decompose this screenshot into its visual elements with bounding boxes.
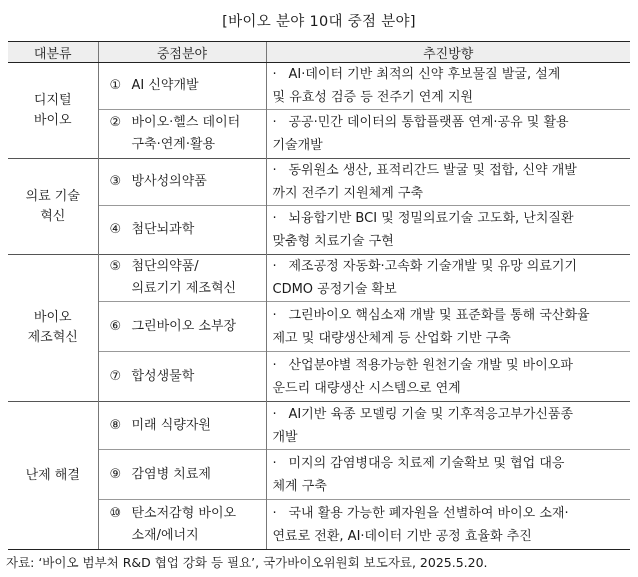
- focus-cell: [98, 159, 266, 206]
- direction-cell: [266, 63, 630, 110]
- focus-label: 미래 식량자원: [131, 417, 211, 433]
- category-line: 디지털: [33, 92, 72, 108]
- direction-line: 연료로 전환, AI·데이터 기반 공정 효율화 추진: [272, 528, 532, 544]
- category-cell: [8, 63, 98, 159]
- focus-cell: [98, 110, 266, 159]
- direction-line: 뇌융합기반 BCI 및 정밀의료기술 고도화, 난치질환: [288, 211, 574, 226]
- table-row: [8, 352, 630, 402]
- direction-line: 기술개발: [272, 138, 323, 153]
- focus-label: 그린바이오 소부장: [131, 318, 237, 334]
- focus-number: ⑤: [109, 259, 122, 274]
- bullet-mark: ·: [272, 505, 277, 521]
- direction-line: 개발: [272, 429, 298, 445]
- focus-cell: [98, 302, 266, 352]
- direction-cell: [266, 352, 630, 402]
- focus-number: ②: [109, 115, 122, 130]
- direction-line: 운드리 대량생산 시스템으로 연계: [272, 380, 461, 396]
- direction-line: 미지의 감염병대응 치료제 기술확보 및 협업 대응: [288, 455, 565, 471]
- category-line: 바이오: [33, 112, 72, 128]
- focus-label: 첨단의약품/: [131, 259, 199, 274]
- table-header-row: [8, 42, 630, 63]
- focus-label: 방사성의약품: [131, 174, 207, 189]
- direction-line: 국내 활용 가능한 폐자원을 선별하여 바이오 소재·: [288, 505, 569, 521]
- direction-cell: [266, 110, 630, 159]
- table-row: [8, 402, 630, 450]
- direction-cell: [266, 159, 630, 206]
- focus-label: 합성생물학: [131, 368, 195, 384]
- direction-cell: [266, 206, 630, 255]
- header-focus: 중점분야: [98, 42, 266, 63]
- direction-line: 동위원소 생산, 표적리간드 발굴 및 접합, 신약 개발: [288, 163, 577, 178]
- focus-cell: [98, 255, 266, 302]
- bullet-mark: ·: [272, 307, 277, 323]
- focus-number: ①: [109, 78, 122, 93]
- focus-label: AI 신약개발: [131, 78, 199, 93]
- bullet-mark: ·: [272, 211, 277, 226]
- direction-line: 맞춤형 치료기술 구현: [272, 234, 394, 249]
- focus-number: ⑧: [109, 417, 122, 433]
- direction-line: 체계 구축: [272, 478, 327, 494]
- bullet-mark: ·: [272, 455, 277, 471]
- focus-label: 감염병 치료제: [131, 466, 211, 482]
- direction-line: 산업분야별 적용가능한 원천기술 개발 및 바이오파: [288, 357, 573, 373]
- table-row: [8, 110, 630, 159]
- direction-line: 제고 및 대량생산체계 등 산업화 기반 구축: [272, 330, 511, 346]
- header-direction: 추진방향: [266, 42, 630, 63]
- focus-label: 탄소저감형 바이오: [131, 505, 237, 521]
- category-line: 의료 기술: [25, 188, 80, 204]
- category-cell: [8, 159, 98, 255]
- bullet-mark: ·: [272, 406, 277, 422]
- focus-number: ③: [109, 174, 122, 189]
- table-row: [8, 500, 630, 550]
- focus-cell: [98, 63, 266, 110]
- direction-cell: [266, 500, 630, 550]
- direction-line: 까지 전주기 지원체계 구축: [272, 186, 424, 201]
- direction-line: 그린바이오 핵심소재 개발 및 표준화를 통해 국산화율: [288, 307, 590, 323]
- bullet-mark: ·: [272, 115, 277, 130]
- category-cell: [8, 402, 98, 550]
- header-category: 대분류: [8, 42, 98, 63]
- category-line: 혁신: [40, 208, 66, 224]
- focus-number: ⑦: [109, 368, 122, 384]
- direction-line: 제조공정 자동화·고속화 기술개발 및 유망 의료기기: [288, 259, 578, 274]
- focus-label: 의료기기 제조혁신: [131, 281, 237, 296]
- focus-cell: [98, 402, 266, 450]
- focus-number: ⑥: [109, 318, 122, 334]
- direction-line: CDMO 공정기술 확보: [272, 282, 397, 297]
- table-row: [8, 63, 630, 110]
- category-line: 난제 해결: [25, 467, 80, 483]
- direction-cell: [266, 302, 630, 352]
- table-title: [바이오 분야 10대 중점 분야]: [222, 14, 416, 30]
- focus-areas-table: [8, 41, 630, 550]
- focus-label: 바이오·헬스 데이터: [131, 115, 241, 130]
- table-row: [8, 450, 630, 500]
- focus-cell: [98, 500, 266, 550]
- direction-line: AI기반 육종 모델링 기술 및 기후적응고부가신품종: [288, 406, 574, 422]
- table-row: [8, 255, 630, 302]
- focus-number: ⑨: [109, 466, 122, 482]
- focus-number: ④: [109, 222, 122, 237]
- focus-label: 첨단뇌과학: [131, 222, 195, 237]
- source-note: 자료: ‘바이오 범부처 R&D 협업 강화 등 필요’, 국가바이오위원회 보도자료, 2025.5.20.: [6, 555, 488, 570]
- focus-cell: [98, 450, 266, 500]
- focus-label: 구축·연계·활용: [131, 137, 216, 152]
- bullet-mark: ·: [272, 163, 277, 178]
- direction-cell: [266, 255, 630, 302]
- table-row: [8, 159, 630, 206]
- table-row: [8, 302, 630, 352]
- direction-cell: [266, 402, 630, 450]
- focus-number: ⑩: [109, 505, 122, 521]
- table-row: [8, 206, 630, 255]
- direction-line: 및 유효성 검증 등 전주기 연계 지원: [272, 90, 474, 105]
- direction-line: 공공·민간 데이터의 통합플랫폼 연계·공유 및 활용: [288, 115, 569, 130]
- category-line: 제조혁신: [27, 330, 78, 345]
- category-cell: [8, 255, 98, 402]
- bullet-mark: ·: [272, 67, 277, 82]
- direction-cell: [266, 450, 630, 500]
- direction-line: AI·데이터 기반 최적의 신약 후보물질 발굴, 설계: [288, 67, 561, 82]
- bullet-mark: ·: [272, 259, 277, 274]
- category-line: 바이오: [33, 310, 72, 325]
- table-body: [8, 63, 630, 550]
- focus-cell: [98, 352, 266, 402]
- bullet-mark: ·: [272, 357, 277, 373]
- focus-label: 소재/에너지: [131, 527, 199, 543]
- focus-cell: [98, 206, 266, 255]
